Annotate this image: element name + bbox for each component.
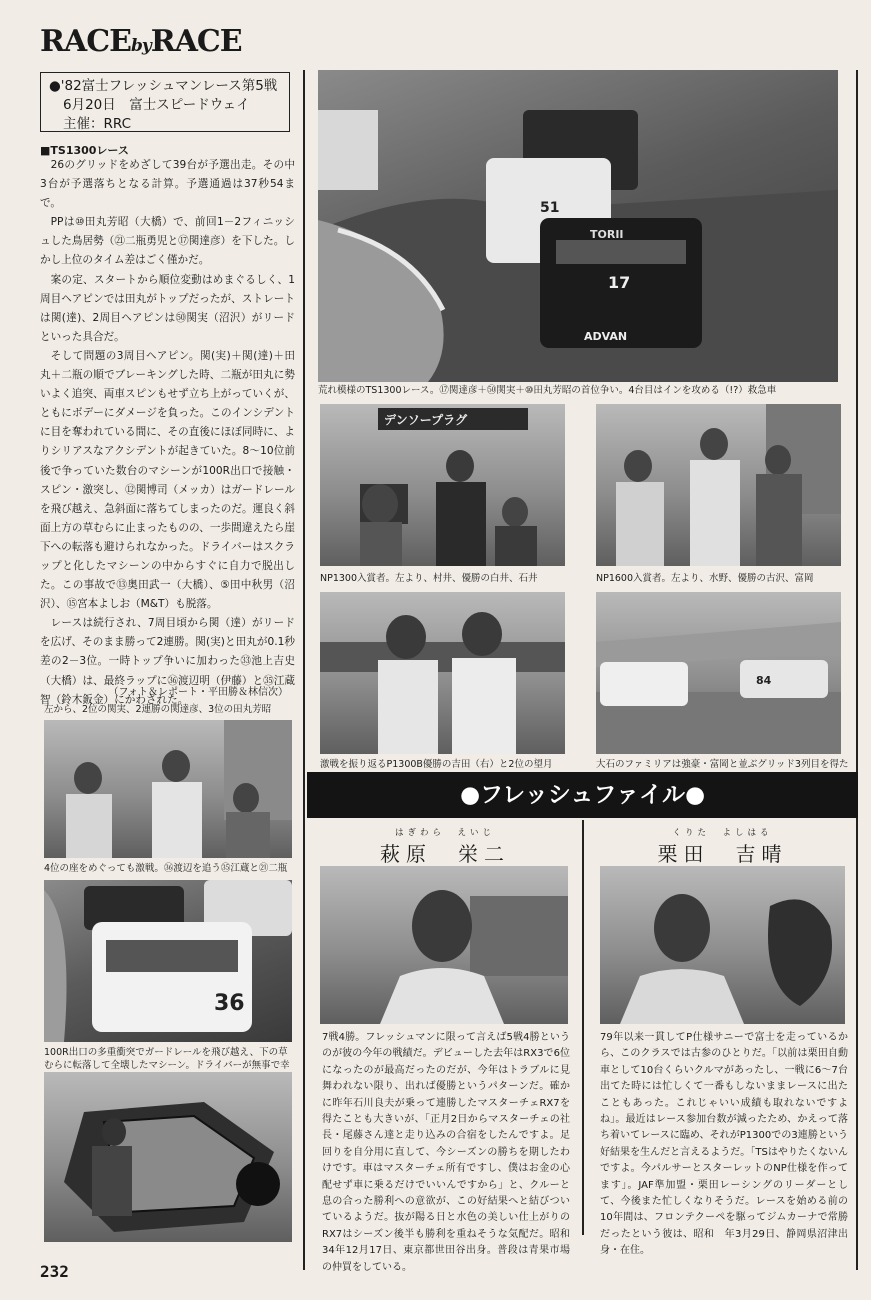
photo-np1300-winners xyxy=(320,404,565,566)
profile-left-text: 7戦4勝。フレッシュマンに限って言えば5戦4勝というのが彼の今年の戦績だ。デビューした去年はRX3で6位になったのが最高だったのだが、今年はトラブルに見舞われない限り、出れば優勝というパターンだ。確かに昨年石川良夫が乗って連勝したマスターチェRX7を得たことも大きいが、「正月2日からマスターチェの社長・尾藤さん達と走り込みの合宿をしたんですよ。足回りを自分用に直して、今シーズンの勝ちを期したわけです。車はマスターチェ所有ですし、僕はお金の心配せず車に乗るだけでいいんですから」と、クルーと息の合った勝利への意欲が、この好結果へと結びついているようだ。抜が陽る日と水色の美しい仕上がりのRX7はシーズン後半も勝利を重ねそうな気配だ。昭和34年12月17日、東京都世田谷出身。普段は青果市場の仲買をしている。 xyxy=(322,1032,570,1273)
car-number-84: 84 xyxy=(756,674,772,687)
photo-kurita xyxy=(600,866,845,1024)
magazine-section-logo xyxy=(40,24,242,59)
event-date-venue: 6月20日 富士スピードウェイ xyxy=(63,97,250,113)
logo-race-1: RACE xyxy=(40,24,131,59)
logo-by: by xyxy=(130,36,151,56)
car-number-36: 36 xyxy=(214,991,245,1016)
caption-podium: 左から、2位の関実、2連勝の関達彦、3位の田丸芳昭 xyxy=(44,704,272,715)
caption-familia: 大石のファミリアは強豪・富岡と並ぶグリッド3列目を得た xyxy=(596,759,849,770)
caption-np1300: NP1300入賞者。左より、村井、優勝の白井、石井 xyxy=(320,573,538,584)
event-info-box xyxy=(40,72,290,132)
photo-np1600-winners xyxy=(596,404,841,566)
caption-fourth-place: 4位の座をめぐっても激戦。㊱渡辺を追う㉟江蔵と㉑二瓶 xyxy=(44,863,288,874)
caption-crash: 100R出口の多重衝突でガードレールを飛び越え、下の草むらに転落して全壊したマシーン。ドライバーが無事で幸 xyxy=(44,1047,290,1071)
article-body xyxy=(40,156,295,710)
photo-fourth-battle xyxy=(44,880,292,1042)
event-title: ●'82富士フレッシュマンレース第5戦 xyxy=(49,78,278,94)
profile-left-ruby: はぎわら えいじ xyxy=(394,828,495,838)
torii-decal: TORII xyxy=(590,228,624,241)
column-rule-left xyxy=(303,70,305,1270)
profile-right-text: 79年以来一貫してP仕様サニーで富士を走っているから、このクラスでは古参のひとりだ。「以前は栗田自動車として10台くらいクルマがあったし、一戦に6～7台出てた時には忙しくて一番もしないままレースに出たこともあった。これじゃいい成績も取れないですよね」。最近はレース参加台数が減ったため、かえって落ち着いてレースに臨め、それがP1300での3連勝という好結果を生んだと言えるようだ。「TSはやりたくないんですよ。今パルサーとスターレットのNP仕様を作ってます」。JAF準加盟・栗田レーシングのリーダーとして、今後また忙しくなりそうだ。レースを始める前の10年間は、フロンテクーペを駆ってジムカーナで常勝だったという彼は、昭和 年3月29日、静岡県沼津出身・在住。 xyxy=(600,1032,848,1257)
event-organizer: 主催：RRC xyxy=(63,116,132,132)
article-credit: （フォト＆レポート・平田勝＆林信次） xyxy=(108,687,288,698)
profile-divider xyxy=(582,820,584,1235)
caption-p1300b: 激戦を振り返るP1300B優勝の吉田（右）と2位の望月 xyxy=(320,759,553,770)
photo-ts1300-podium xyxy=(44,720,292,858)
article-paragraph: そして問題の3周目ヘアピン。関(実)＋関(達)＋田丸＋二瓶の順でブレーキングした時、二瓶が田丸に勢いよく追突、両車スピンもせず立ち上がっていくが、ともにボデーにダメージを負った。このインシデントに目を奪われている間に、その直後にほぼ同時に、よりシリアスなアクシデントが起きていた。8～10位前後で争っていた数台のマシーンが100R出口で接触・スピン・激突し、⑫関博司（メッカ）はガードレールを飛び越え、急斜面に落ちてしまったのだ。運良く斜面上方の草むらに止まったものの、一歩間違えたら崖下への転落も避けられなかった。ドライバーはスクラップと化したマシーンの中からすぐに自力で脱出した。この事故で⑬奥田武一（大橋）、⑤田中秋男（沼沢）、⑮宮本よしお（M&T）も脱落。 xyxy=(40,349,295,611)
profile-right-ruby: くりた よしはる xyxy=(672,828,773,838)
advan-decal: ADVAN xyxy=(584,330,628,343)
section-heading: ■TS1300レース xyxy=(40,144,129,157)
photo-familia-grid xyxy=(596,592,841,754)
sign-plug: デンソープラグ xyxy=(384,413,468,427)
logo-race-2: RACE xyxy=(150,24,242,59)
article-paragraph: 26のグリッドをめざして39台が予選出走。その中3台が予選落ちとなる計算。予選通過は37秒54まで。 xyxy=(40,159,295,210)
article-paragraph: 案の定、スタートから順位変動はめまぐるしく、1周目ヘアピンでは田丸がトップだったが、ストレートは関(達)、2周目ヘアピンは㊿関実（沼沢）がリードといった具合だ。 xyxy=(40,273,295,343)
caption-np1600: NP1600入賞者。左より、水野、優勝の古沢、富岡 xyxy=(596,573,814,584)
car-number-51: 51 xyxy=(540,200,560,216)
photo-hagiwara xyxy=(320,866,568,1024)
profile-left-name: 萩原 栄二 xyxy=(380,842,510,866)
profile-right-name: 栗田 吉晴 xyxy=(657,842,788,866)
car-number-17: 17 xyxy=(608,273,631,292)
article-paragraph: レースは続行され、7周目頃から関（達）がリードを広げ、そのまま勝って2連勝。関(実)と田丸が0.1秒差の2－3位。一時トップ争いに加わった㉝池上吉史（大橋）は、最終ラップに㊱渡辺明（伊藤）と㉟江蔵智（鈴木鈑金）にかわされた。 xyxy=(40,617,295,706)
caption-main-photo: 荒れ模様のTS1300レース。⑰関達彦＋㊿関実＋⑩田丸芳昭の首位争い。4台目はインを攻める（!?）救急車 xyxy=(318,385,777,396)
photo-wrecked-car xyxy=(44,1072,292,1242)
page-number: 232 xyxy=(40,1262,69,1281)
article-paragraph: PPは⑩田丸芳昭（大橋）で、前回1－2フィニッシュした鳥居勢（㉑二瓶勇児と⑰関達彦）を下した。しかし上位のタイム差はごく僅かだ。 xyxy=(40,216,295,267)
column-rule-right xyxy=(856,70,858,1270)
fresh-file-banner: ●フレッシュファイル● xyxy=(307,772,858,818)
race-photo-main xyxy=(318,70,838,382)
photo-p1300b-drivers xyxy=(320,592,565,754)
race-photo-main-art xyxy=(318,70,838,382)
